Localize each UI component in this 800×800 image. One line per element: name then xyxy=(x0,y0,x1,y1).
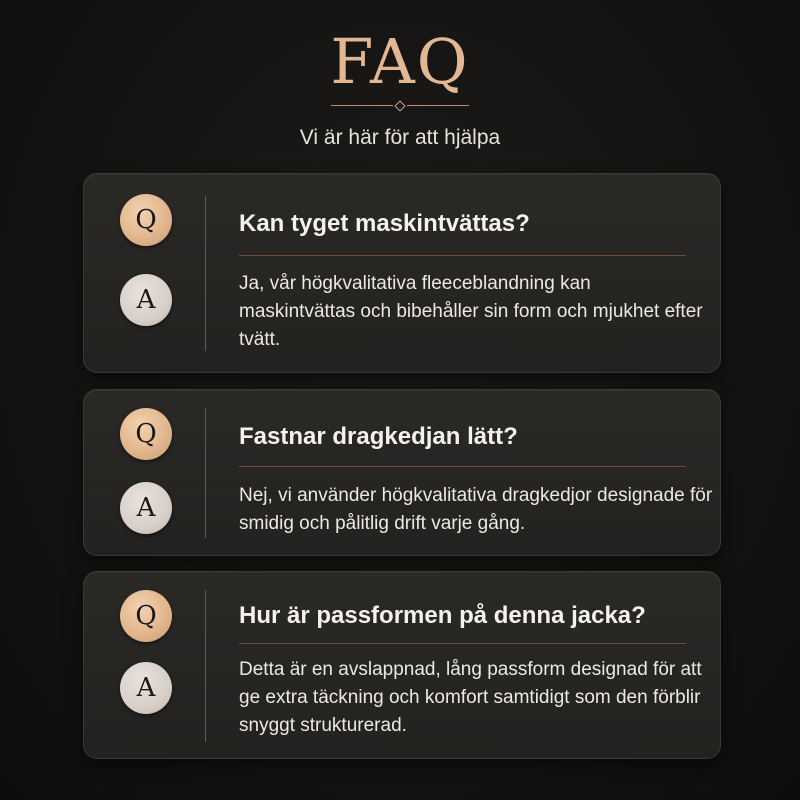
question-underline xyxy=(239,466,686,467)
faq-question: Kan tyget maskintvättas? xyxy=(239,210,530,237)
faq-card-3 xyxy=(83,571,721,759)
answer-badge-icon: A xyxy=(120,274,172,326)
vertical-divider xyxy=(205,590,206,742)
question-underline xyxy=(239,255,686,256)
faq-question: Fastnar dragkedjan lätt? xyxy=(239,423,518,450)
divider-line-right xyxy=(407,105,469,106)
faq-card-2 xyxy=(83,389,721,556)
question-badge-icon: Q xyxy=(120,194,172,246)
answer-badge-icon: A xyxy=(120,662,172,714)
question-underline xyxy=(239,643,686,644)
ornamental-divider xyxy=(331,100,469,112)
answer-badge-icon: A xyxy=(120,482,172,534)
faq-question: Hur är passformen på denna jacka? xyxy=(239,602,646,629)
faq-card-1 xyxy=(83,173,721,373)
diamond-icon xyxy=(394,100,405,111)
page-title: FAQ xyxy=(330,25,470,98)
page-subtitle: Vi är här för att hjälpa xyxy=(299,126,501,149)
faq-answer: Detta är en avslappnad, lång passform designad för att ge extra täckning och komfort samtidigt som den förblir snyggt strukturerad. xyxy=(239,659,702,736)
faq-answer: Ja, vår högkvalitativa fleeceblandning kan maskintvättas och bibehåller sin form och mjukhet efter tvätt. xyxy=(239,273,703,350)
question-badge-icon: Q xyxy=(120,408,172,460)
faq-answer: Nej, vi använder högkvalitativa dragkedjor designade för smidig och pålitlig drift varje gång. xyxy=(239,485,713,534)
vertical-divider xyxy=(205,408,206,538)
question-badge-icon: Q xyxy=(120,590,172,642)
vertical-divider xyxy=(205,196,206,351)
divider-line-left xyxy=(331,105,393,106)
